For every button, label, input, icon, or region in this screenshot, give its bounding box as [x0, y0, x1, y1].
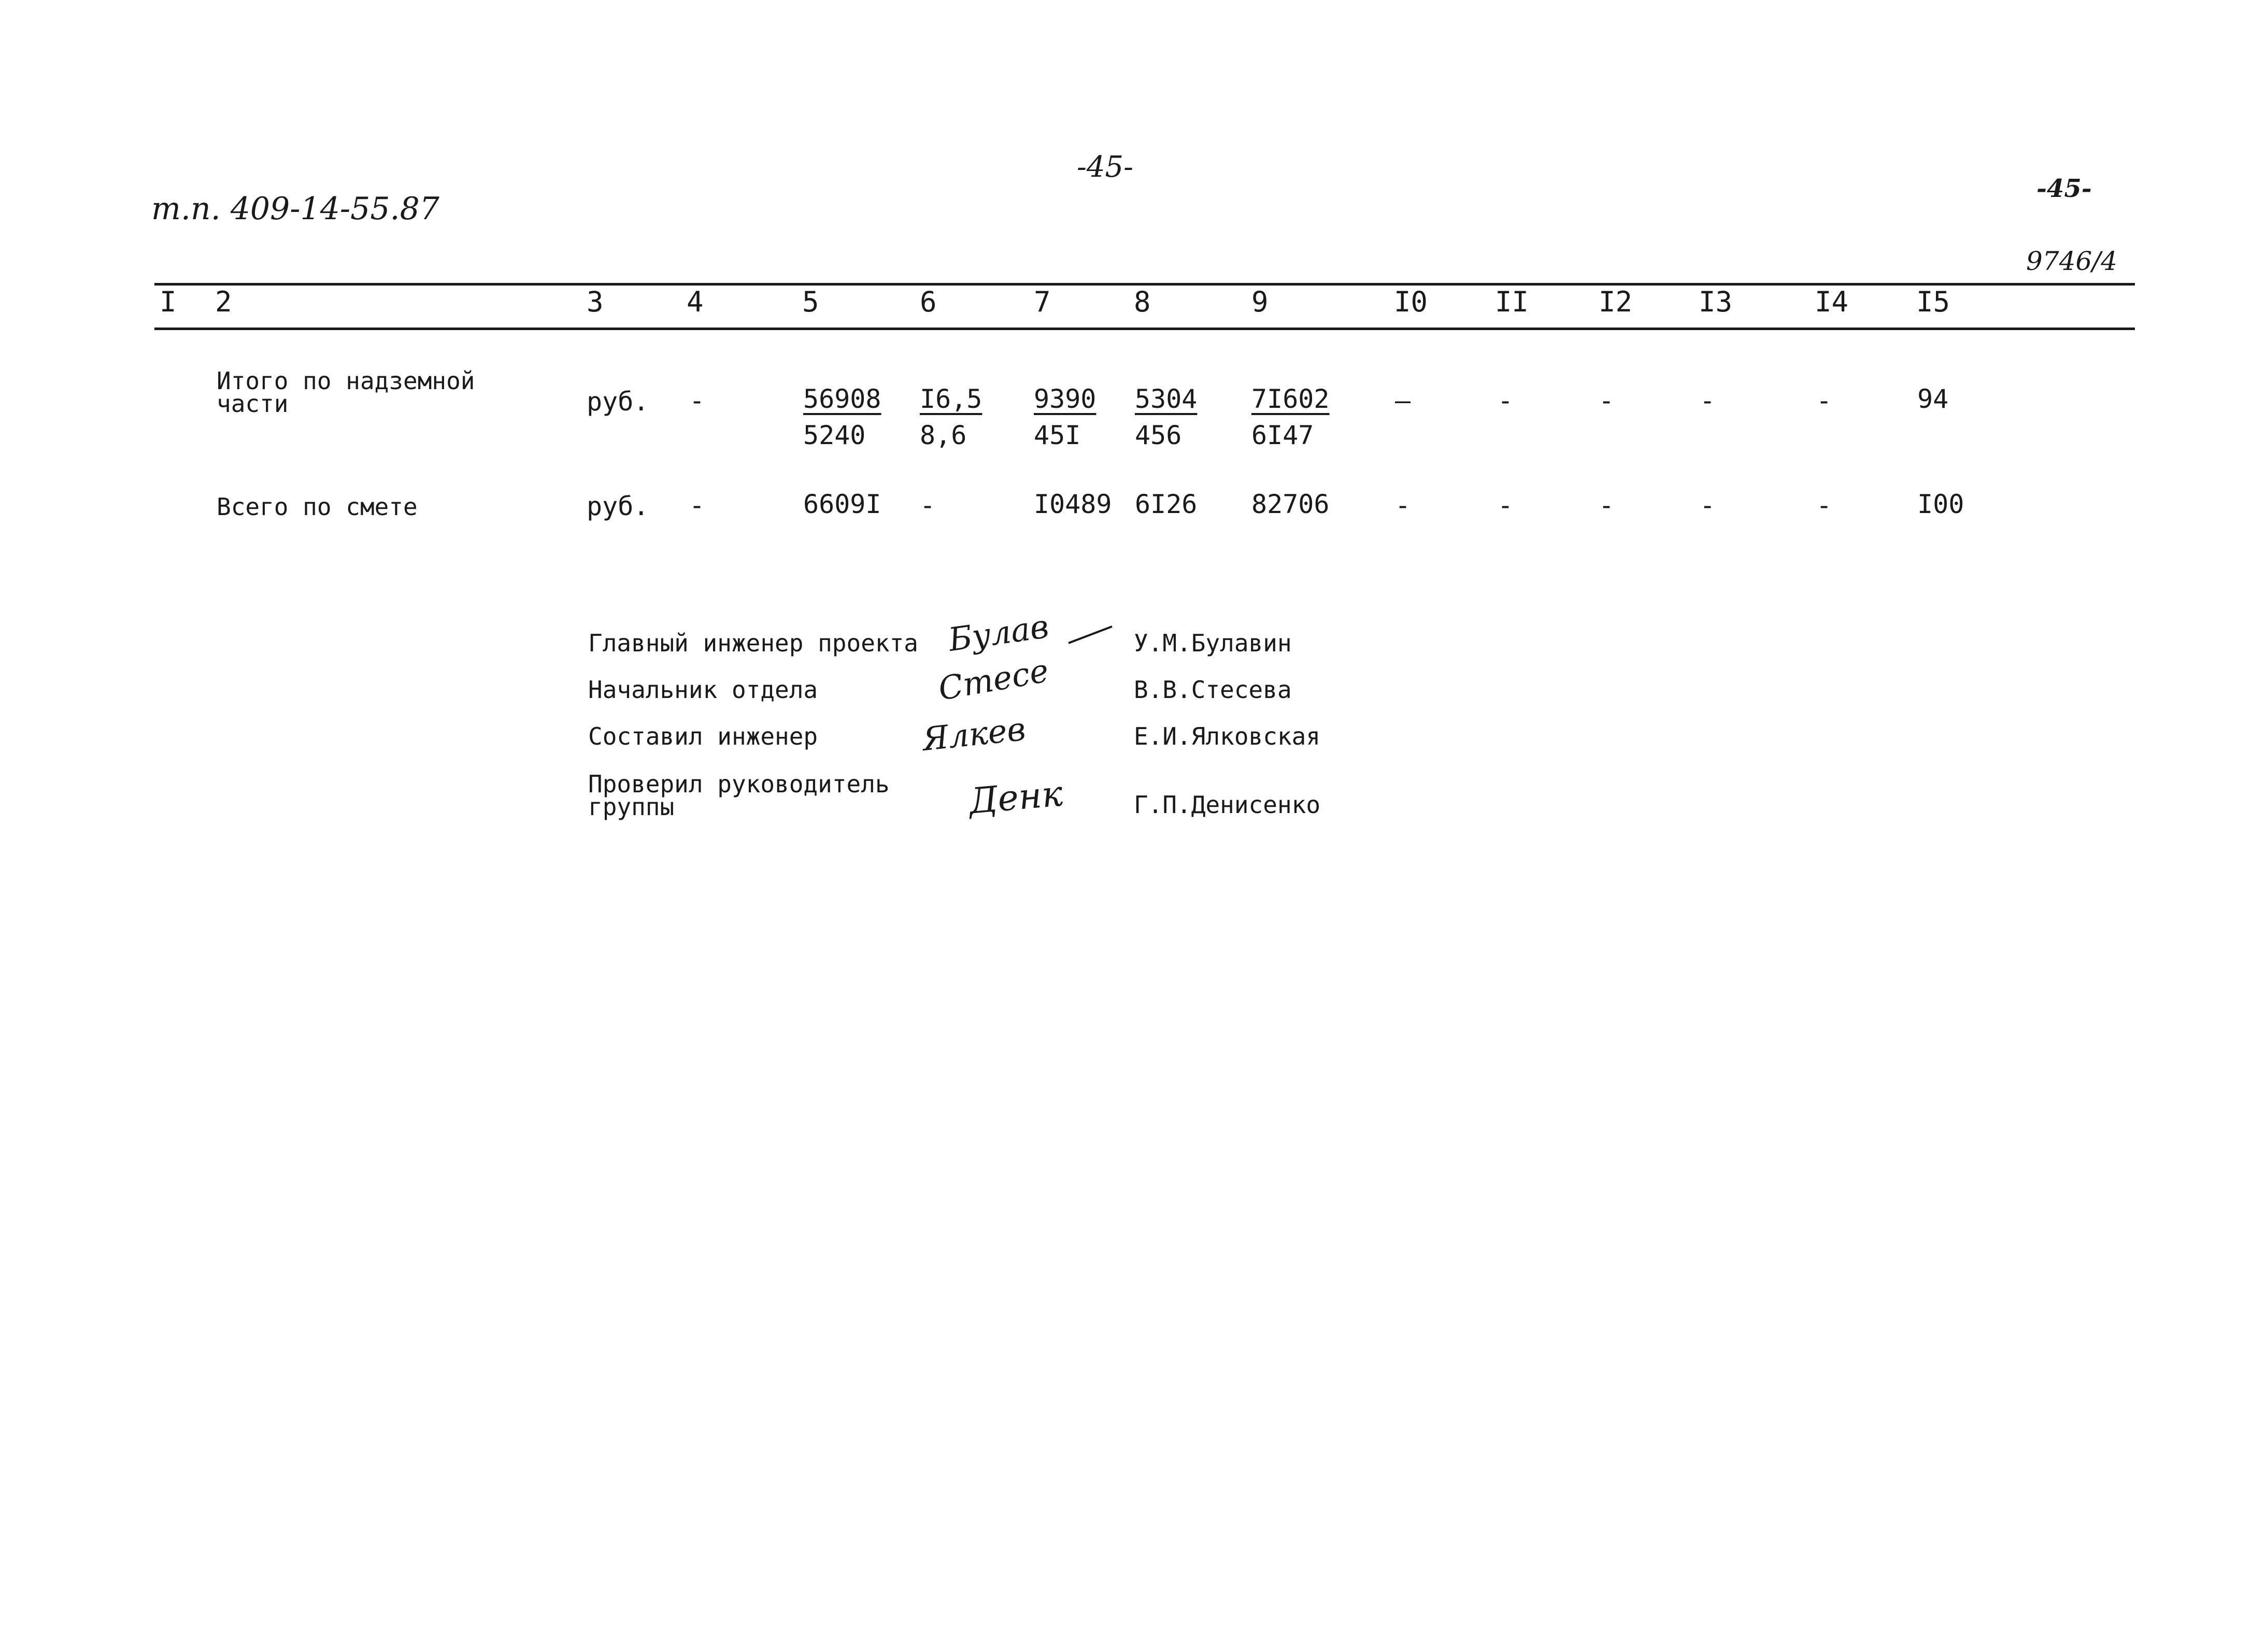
dash-cell: — [1395, 386, 1411, 416]
column-header: 8 [1134, 286, 1151, 318]
value-top: 7I602 [1251, 384, 1330, 414]
signatory-name: Г.П.Денисенко [1134, 791, 1321, 819]
value-top: 56908 [803, 384, 881, 414]
value-cell: 82706 [1251, 489, 1330, 519]
value-bottom: 456 [1135, 420, 1182, 450]
dash-cell: - [1395, 490, 1411, 520]
dash-cell: - [1700, 386, 1716, 416]
value-cell: 6I26 [1135, 489, 1198, 519]
column-header: II [1495, 286, 1529, 318]
value-top: I6,5 [920, 384, 982, 414]
signatory-position: группы [588, 793, 675, 821]
dash-cell: - [1599, 490, 1615, 520]
unit-cell: руб. [587, 491, 649, 521]
value-bottom: 8,6 [920, 420, 967, 450]
dash-cell: - [1816, 386, 1832, 416]
inventory-number: 9746/4 [2026, 246, 2117, 276]
signatory-position: Начальник отдела [588, 676, 818, 704]
dash-cell: - [920, 490, 936, 520]
signatory-position: Составил инженер [588, 722, 818, 750]
value-top: 5304 [1135, 384, 1198, 414]
handwritten-signature: Денк [967, 773, 1065, 822]
column-header: 9 [1251, 286, 1269, 318]
dash-cell: - [1700, 490, 1716, 520]
value-cell: I0489 [1034, 489, 1112, 519]
handwritten-signature: Стесе [935, 651, 1052, 708]
signatory-position: Главный инженер проекта [588, 629, 918, 657]
table-header-bottom-rule [154, 327, 2135, 330]
value-bottom: 5240 [803, 420, 866, 450]
unit-cell: руб. [587, 387, 649, 417]
column-header: 4 [687, 286, 704, 318]
dash-cell: - [1599, 386, 1615, 416]
row-label: части [217, 390, 289, 418]
dash-cell: - [1498, 386, 1514, 416]
column-header: 5 [802, 286, 819, 318]
column-header: I [160, 286, 177, 318]
row-label: Всего по смете [217, 493, 418, 521]
column-header: I0 [1394, 286, 1428, 318]
column-header: I2 [1599, 286, 1633, 318]
page-number-center: -45- [1077, 150, 1134, 184]
value-cell: 6609I [803, 489, 881, 519]
dash-cell: - [1498, 490, 1514, 520]
column-header: 2 [215, 286, 232, 318]
column-header: 6 [920, 286, 937, 318]
document-code: т.п. 409-14-55.87 [151, 191, 439, 227]
value-cell: I00 [1917, 489, 1964, 519]
signatory-name: В.В.Стесева [1134, 676, 1292, 704]
column-header: 7 [1034, 286, 1051, 318]
dash-cell: - [1816, 490, 1832, 520]
value-bottom: 6I47 [1251, 420, 1314, 450]
handwritten-signature: Ялкев [920, 709, 1028, 759]
column-header: I4 [1815, 286, 1849, 318]
row-label: Итого по надземной [217, 367, 475, 395]
signatory-name: Е.И.Ялковская [1134, 722, 1321, 750]
signatory-position: Проверил руководитель [588, 770, 890, 798]
signatory-name: У.М.Булавин [1134, 629, 1292, 657]
column-header: 3 [587, 286, 604, 318]
dash-cell: - [689, 386, 705, 416]
dash-cell: - [689, 490, 705, 520]
handwritten-signature: Булав [946, 607, 1051, 659]
value-top: 9390 [1034, 384, 1096, 414]
page-number-right: -45- [2036, 174, 2092, 203]
value-cell: 94 [1917, 384, 1949, 414]
column-header: I3 [1699, 286, 1733, 318]
value-bottom: 45I [1034, 420, 1081, 450]
column-header: I5 [1916, 286, 1950, 318]
signature-stroke [1067, 624, 1114, 645]
